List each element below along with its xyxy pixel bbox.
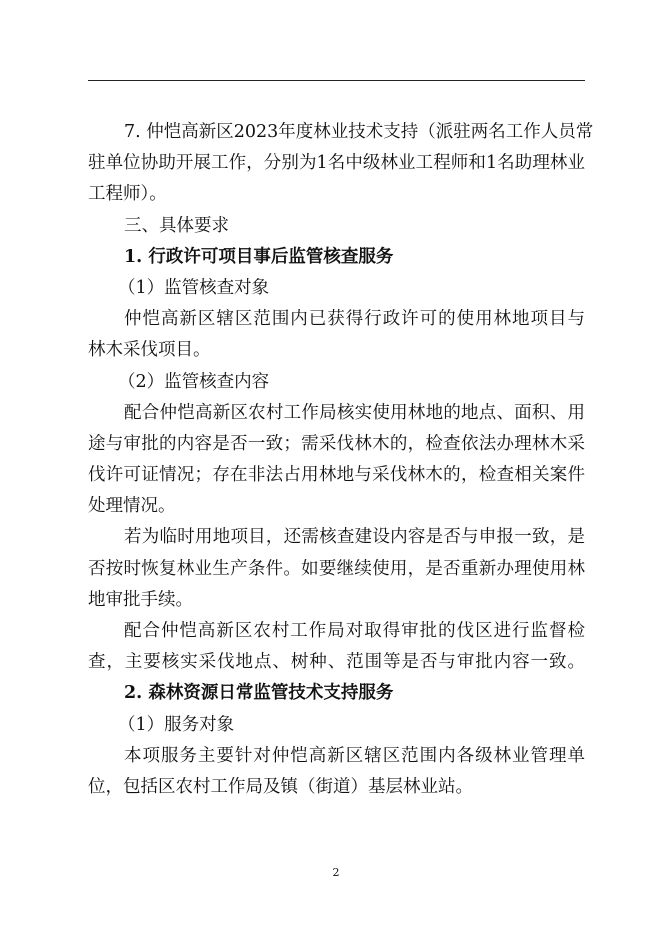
section-heading: 三、具体要求 (124, 215, 229, 236)
paragraph-line: 途与审批的内容是否一致；需采伐林木的，检查依法办理林木采 (88, 433, 585, 454)
header-rule (88, 80, 585, 81)
item-heading: （1）监管核查对象 (118, 277, 270, 298)
paragraph-line: 处理情况。 (88, 496, 176, 517)
paragraph-line: 配合仲恺高新区农村工作局对取得审批的伐区进行监督检 (124, 621, 585, 641)
page-number: 2 (332, 866, 340, 879)
paragraph-line: 地审批手续。 (88, 589, 193, 610)
subsection-heading: 1. 行政许可项目事后监管核查服务 (124, 246, 394, 267)
paragraph-line: 查，主要核实采伐地点、树种、范围等是否与审批内容一致。 (88, 652, 585, 673)
paragraph-line: 位，包括区农村工作局及镇（街道）基层林业站。 (88, 776, 473, 797)
paragraph-line: 若为临时用地项目，还需核查建设内容是否与申报一致，是 (124, 527, 585, 548)
item-heading: （2）监管核查内容 (118, 371, 270, 392)
paragraph-line: 否按时恢复林业生产条件。如要继续使用，是否重新办理使用林 (88, 558, 585, 579)
paragraph-line: 仲恺高新区辖区范围内已获得行政许可的使用林地项目与 (124, 309, 585, 330)
document-body (88, 117, 594, 803)
paragraph-line: 伐许可证情况；存在非法占用林地与采伐林木的，检查相关案件 (88, 465, 585, 486)
paragraph-line: 配合仲恺高新区农村工作局核实使用林地的地点、面积、用 (124, 402, 585, 423)
item-heading: （1）服务对象 (118, 714, 235, 735)
paragraph-line: 林木采伐项目。 (88, 340, 211, 361)
paragraph-line: 本项服务主要针对仲恺高新区辖区范围内各级林业管理单 (124, 745, 585, 766)
paragraph-line: 7. 仲恺高新区2023年度林业技术支持（派驻两名工作人员常 (124, 122, 594, 142)
paragraph-line: 驻单位协助开展工作，分别为1名中级林业工程师和1名助理林业 (88, 153, 585, 174)
paragraph-line: 工程师）。 (88, 184, 167, 205)
subsection-heading: 2. 森林资源日常监管技术支持服务 (124, 683, 394, 704)
